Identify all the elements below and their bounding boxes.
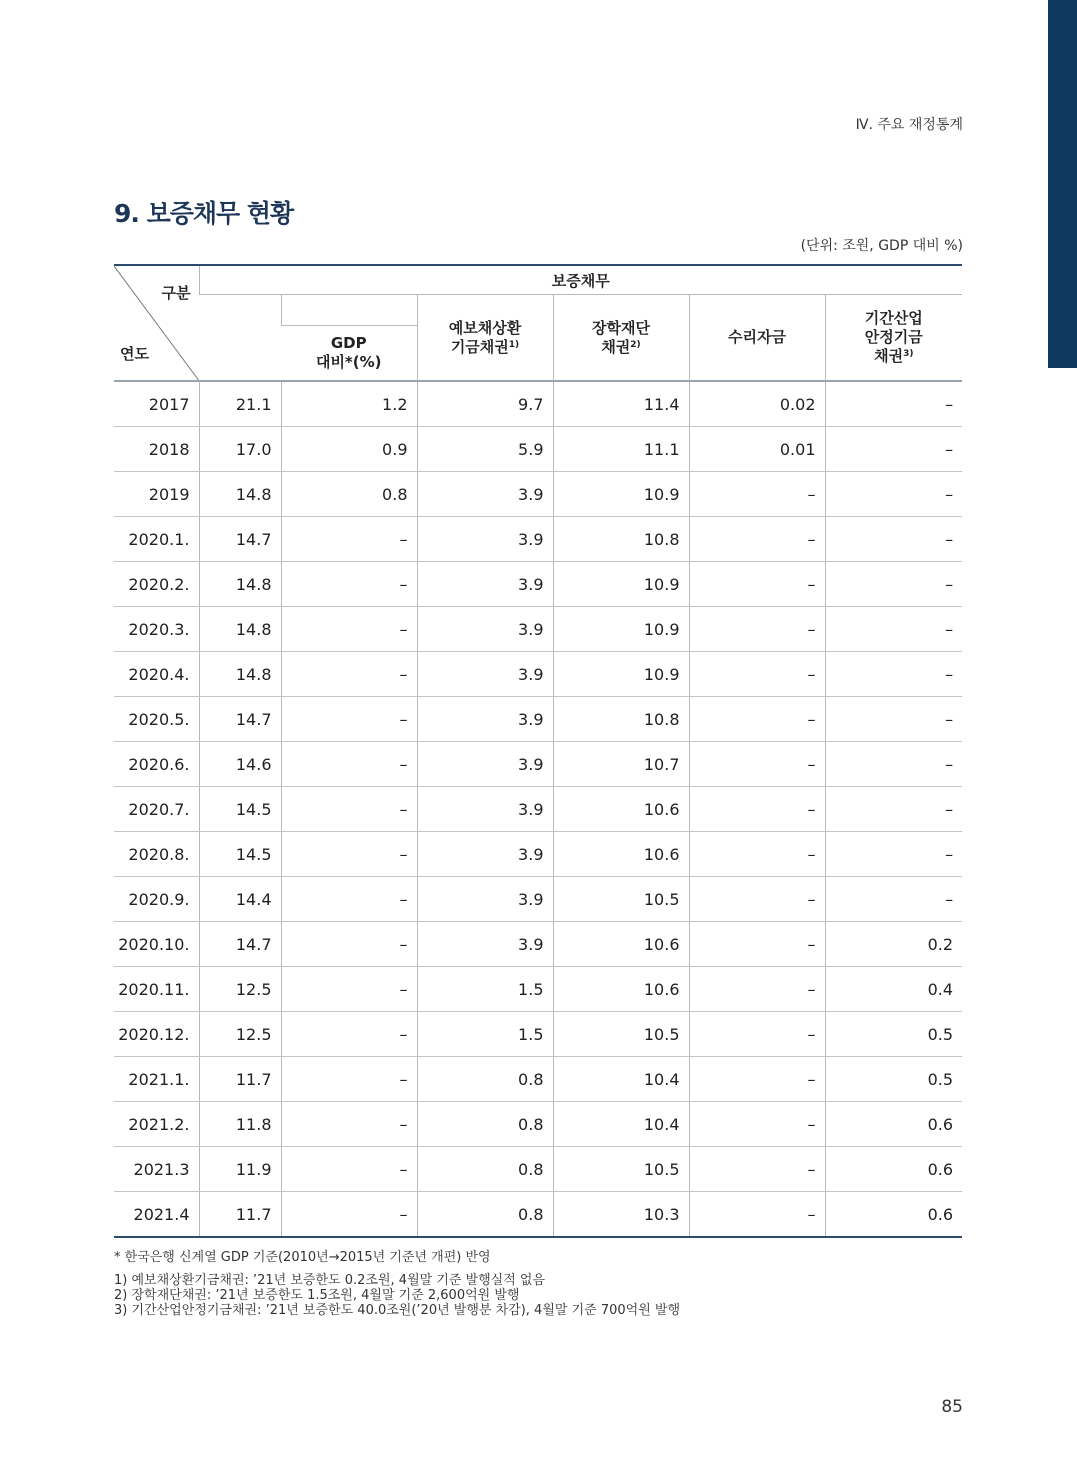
cell-total: 14.7	[199, 697, 281, 742]
cell-total: 12.5	[199, 967, 281, 1012]
cell-year: 2020.1.	[114, 517, 199, 562]
cell-gdp-ratio: –	[281, 1147, 417, 1192]
cell-gdp-ratio: 0.8	[281, 472, 417, 517]
cell-irrigation-fund: –	[689, 1057, 825, 1102]
cell-key-industry-bond: –	[825, 742, 962, 787]
cell-key-industry-bond: 0.6	[825, 1147, 962, 1192]
cell-irrigation-fund: –	[689, 1102, 825, 1147]
table-row	[114, 787, 962, 832]
table-row	[114, 877, 962, 922]
cell-kdic-bond: 3.9	[417, 652, 553, 697]
cell-year: 2021.1.	[114, 1057, 199, 1102]
cell-total: 14.7	[199, 517, 281, 562]
table-row	[114, 967, 962, 1012]
cell-gdp-ratio: –	[281, 1192, 417, 1238]
cell-irrigation-fund: –	[689, 517, 825, 562]
footnotes	[114, 1250, 680, 1318]
cell-scholarship-bond: 11.4	[553, 381, 689, 427]
cell-scholarship-bond: 10.3	[553, 1192, 689, 1238]
cell-gdp-ratio: –	[281, 517, 417, 562]
cell-irrigation-fund: –	[689, 1192, 825, 1238]
cell-total: 11.7	[199, 1057, 281, 1102]
cell-kdic-bond: 0.8	[417, 1192, 553, 1238]
cell-scholarship-bond: 10.9	[553, 562, 689, 607]
cell-kdic-bond: 3.9	[417, 877, 553, 922]
cell-irrigation-fund: –	[689, 607, 825, 652]
cell-kdic-bond: 3.9	[417, 742, 553, 787]
table-row	[114, 472, 962, 517]
cell-kdic-bond: 1.5	[417, 1012, 553, 1057]
cell-irrigation-fund: –	[689, 697, 825, 742]
header-scholarship-line1: 장학재단	[592, 318, 650, 337]
cell-irrigation-fund: 0.02	[689, 381, 825, 427]
cell-scholarship-bond: 10.6	[553, 832, 689, 877]
cell-key-industry-bond: –	[825, 381, 962, 427]
cell-gdp-ratio: –	[281, 652, 417, 697]
table-row	[114, 427, 962, 472]
table-row	[114, 607, 962, 652]
cell-year: 2020.10.	[114, 922, 199, 967]
table-row	[114, 1192, 962, 1238]
corner-header-category: 구분	[161, 284, 191, 302]
cell-year: 2020.5.	[114, 697, 199, 742]
cell-key-industry-bond: –	[825, 652, 962, 697]
cell-year: 2020.2.	[114, 562, 199, 607]
cell-key-industry-bond: –	[825, 562, 962, 607]
cell-year: 2020.7.	[114, 787, 199, 832]
header-kdic-line1: 예보채상환	[448, 318, 522, 337]
cell-scholarship-bond: 10.5	[553, 877, 689, 922]
cell-kdic-bond: 0.8	[417, 1057, 553, 1102]
cell-gdp-ratio: –	[281, 922, 417, 967]
cell-irrigation-fund: –	[689, 562, 825, 607]
cell-scholarship-bond: 10.6	[553, 922, 689, 967]
cell-scholarship-bond: 10.9	[553, 652, 689, 697]
table-body	[114, 381, 962, 1237]
cell-year: 2020.8.	[114, 832, 199, 877]
table-row	[114, 1057, 962, 1102]
cell-scholarship-bond: 10.5	[553, 1012, 689, 1057]
cell-kdic-bond: 5.9	[417, 427, 553, 472]
cell-total: 17.0	[199, 427, 281, 472]
cell-kdic-bond: 3.9	[417, 472, 553, 517]
table-row	[114, 922, 962, 967]
cell-total: 11.7	[199, 1192, 281, 1238]
cell-gdp-ratio: –	[281, 697, 417, 742]
cell-total: 14.8	[199, 607, 281, 652]
cell-gdp-ratio: –	[281, 832, 417, 877]
cell-year: 2021.4	[114, 1192, 199, 1238]
cell-key-industry-bond: –	[825, 877, 962, 922]
page-number: 85	[941, 1397, 963, 1417]
cell-irrigation-fund: –	[689, 472, 825, 517]
cell-kdic-bond: 0.8	[417, 1147, 553, 1192]
corner-header-year: 연도	[120, 345, 149, 363]
group-header: 보증채무	[199, 265, 962, 295]
footnote-3: 3) 기간산업안정기금채권: ’21년 보증한도 40.0조원(’20년 발행분 차감), 4월말 기준 700억원 발행	[114, 1303, 680, 1318]
cell-scholarship-bond: 10.8	[553, 517, 689, 562]
cell-total: 12.5	[199, 1012, 281, 1057]
cell-scholarship-bond: 10.8	[553, 697, 689, 742]
header-key-industry-bond	[825, 295, 962, 382]
cell-key-industry-bond: –	[825, 472, 962, 517]
table-row	[114, 1102, 962, 1147]
header-key-industry-line3: 채권	[874, 347, 904, 365]
cell-gdp-ratio: –	[281, 607, 417, 652]
table-row	[114, 562, 962, 607]
cell-total: 14.8	[199, 562, 281, 607]
corner-header	[114, 265, 199, 381]
cell-irrigation-fund: –	[689, 1147, 825, 1192]
cell-scholarship-bond: 10.9	[553, 607, 689, 652]
cell-gdp-ratio: 0.9	[281, 427, 417, 472]
unit-label: (단위: 조원, GDP 대비 %)	[800, 238, 963, 254]
header-irrigation-fund: 수리자금	[689, 295, 825, 382]
table-row	[114, 517, 962, 562]
cell-year: 2020.9.	[114, 877, 199, 922]
cell-key-industry-bond: –	[825, 517, 962, 562]
cell-kdic-bond: 3.9	[417, 562, 553, 607]
cell-total: 11.9	[199, 1147, 281, 1192]
table-row	[114, 832, 962, 877]
header-kdic-bond	[417, 295, 553, 382]
cell-gdp-ratio: –	[281, 1012, 417, 1057]
table-row	[114, 652, 962, 697]
footnote-2-marker: 2)	[630, 339, 641, 350]
cell-kdic-bond: 3.9	[417, 832, 553, 877]
cell-scholarship-bond: 10.6	[553, 787, 689, 832]
header-gdp-spacer	[281, 295, 417, 326]
cell-irrigation-fund: –	[689, 742, 825, 787]
cell-scholarship-bond: 10.7	[553, 742, 689, 787]
footnote-1: 1) 예보채상환기금채권: ’21년 보증한도 0.2조원, 4월말 기준 발행실적 없음	[114, 1273, 546, 1288]
cell-scholarship-bond: 10.4	[553, 1102, 689, 1147]
cell-irrigation-fund: –	[689, 922, 825, 967]
cell-total: 14.6	[199, 742, 281, 787]
table-row	[114, 697, 962, 742]
cell-key-industry-bond: 0.6	[825, 1102, 962, 1147]
cell-gdp-ratio: –	[281, 1102, 417, 1147]
cell-kdic-bond: 3.9	[417, 697, 553, 742]
cell-year: 2020.4.	[114, 652, 199, 697]
cell-total: 14.5	[199, 832, 281, 877]
cell-total: 11.8	[199, 1102, 281, 1147]
cell-total: 14.7	[199, 922, 281, 967]
header-key-industry-line2: 안정기금	[864, 328, 923, 346]
cell-kdic-bond: 3.9	[417, 517, 553, 562]
header-scholarship-line2: 채권	[601, 337, 631, 356]
cell-scholarship-bond: 10.9	[553, 472, 689, 517]
cell-year: 2021.2.	[114, 1102, 199, 1147]
cell-scholarship-bond: 11.1	[553, 427, 689, 472]
cell-key-industry-bond: 0.6	[825, 1192, 962, 1238]
cell-key-industry-bond: 0.4	[825, 967, 962, 1012]
cell-total: 14.4	[199, 877, 281, 922]
cell-year: 2020.11.	[114, 967, 199, 1012]
chapter-heading: Ⅳ. 주요 재정통계	[855, 117, 963, 133]
cell-irrigation-fund: –	[689, 652, 825, 697]
cell-total: 14.8	[199, 472, 281, 517]
footnote-3-marker: 3)	[903, 349, 914, 359]
cell-key-industry-bond: –	[825, 787, 962, 832]
cell-year: 2020.6.	[114, 742, 199, 787]
table-row	[114, 381, 962, 427]
header-gdp-ratio	[281, 326, 417, 382]
cell-year: 2018	[114, 427, 199, 472]
cell-year: 2017	[114, 381, 199, 427]
table-row	[114, 742, 962, 787]
cell-key-industry-bond: 0.2	[825, 922, 962, 967]
cell-gdp-ratio: –	[281, 787, 417, 832]
cell-key-industry-bond: 0.5	[825, 1057, 962, 1102]
cell-year: 2019	[114, 472, 199, 517]
cell-gdp-ratio: –	[281, 967, 417, 1012]
page-title: 9. 보증채무 현황	[114, 199, 294, 228]
cell-scholarship-bond: 10.4	[553, 1057, 689, 1102]
header-kdic-line2: 기금채권	[450, 337, 509, 356]
cell-kdic-bond: 1.5	[417, 967, 553, 1012]
cell-key-industry-bond: 0.5	[825, 1012, 962, 1057]
table-row	[114, 1147, 962, 1192]
header-gdp-line1: GDP	[330, 334, 367, 352]
cell-year: 2020.3.	[114, 607, 199, 652]
cell-gdp-ratio: 1.2	[281, 381, 417, 427]
cell-key-industry-bond: –	[825, 427, 962, 472]
cell-key-industry-bond: –	[825, 607, 962, 652]
footnote-1-marker: 1)	[508, 339, 520, 350]
header-key-industry-line1: 기간산업	[864, 309, 923, 327]
cell-year: 2021.3	[114, 1147, 199, 1192]
cell-kdic-bond: 9.7	[417, 381, 553, 427]
cell-irrigation-fund: –	[689, 877, 825, 922]
table-row	[114, 1012, 962, 1057]
cell-irrigation-fund: 0.01	[689, 427, 825, 472]
cell-irrigation-fund: –	[689, 787, 825, 832]
cell-total: 14.5	[199, 787, 281, 832]
cell-kdic-bond: 3.9	[417, 922, 553, 967]
cell-gdp-ratio: –	[281, 877, 417, 922]
cell-scholarship-bond: 10.6	[553, 967, 689, 1012]
cell-irrigation-fund: –	[689, 1012, 825, 1057]
cell-gdp-ratio: –	[281, 742, 417, 787]
cell-gdp-ratio: –	[281, 1057, 417, 1102]
cell-scholarship-bond: 10.5	[553, 1147, 689, 1192]
cell-gdp-ratio: –	[281, 562, 417, 607]
cell-irrigation-fund: –	[689, 967, 825, 1012]
cell-total: 14.8	[199, 652, 281, 697]
cell-kdic-bond: 3.9	[417, 787, 553, 832]
cell-kdic-bond: 0.8	[417, 1102, 553, 1147]
cell-irrigation-fund: –	[689, 832, 825, 877]
cell-key-industry-bond: –	[825, 697, 962, 742]
cell-total: 21.1	[199, 381, 281, 427]
header-gdp-line2: 대비*(%)	[315, 353, 382, 371]
header-scholarship-bond	[553, 295, 689, 382]
cell-key-industry-bond: –	[825, 832, 962, 877]
cell-kdic-bond: 3.9	[417, 607, 553, 652]
guarantee-debt-table	[114, 264, 962, 1238]
footnote-2: 2) 장학재단채권: ’21년 보증한도 1.5조원, 4월말 기준 2,600억원 발행	[114, 1288, 520, 1303]
footnote-star: * 한국은행 신계열 GDP 기준(2010년→2015년 기준년 개편) 반영	[114, 1250, 491, 1265]
chapter-side-tab	[1048, 0, 1077, 368]
cell-year: 2020.12.	[114, 1012, 199, 1057]
header-total	[199, 295, 281, 382]
